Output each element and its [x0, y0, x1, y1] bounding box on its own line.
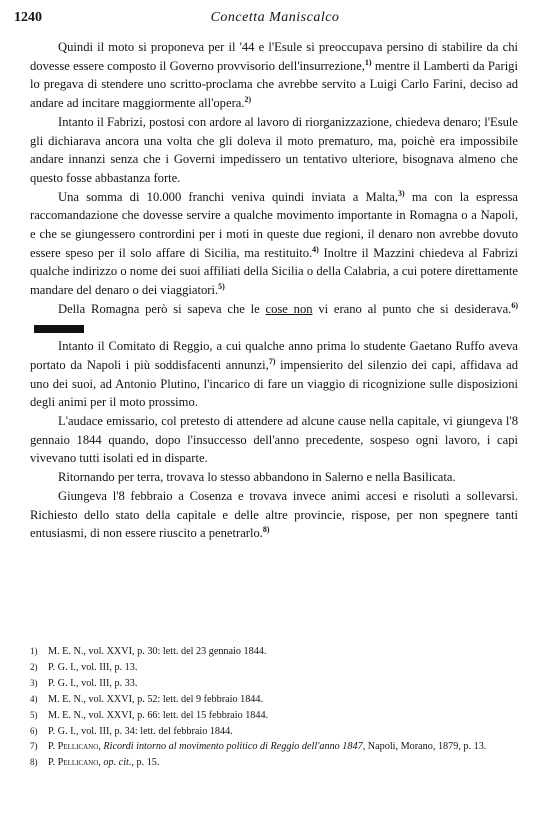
underlined-text: cose non	[265, 301, 313, 316]
text-run: Ritornando per terra, trovava lo stesso abbandono in Salerno e nella Basilicata.	[58, 470, 456, 485]
text-run: M. E. N., vol. XXVI, p. 30: lett. del 23 gennaio 1844.	[48, 646, 267, 657]
body-text	[30, 38, 518, 543]
text-run: vi erano al punto che si desiderava.	[312, 301, 512, 316]
paragraph	[30, 113, 518, 188]
footnote	[30, 692, 518, 708]
text-run: P. G. I., vol. III, p. 33.	[48, 677, 138, 689]
text-run: Giungeva l'8 febbraio a Cosenza e trovava invece animi accesi e risoluti a sollevarsi. Richiesto dello stato della capitale e delle altre provincie, rispose, per non spegnere tanti entusiasmi, di non essere riuscito a penetrarlo.	[30, 488, 518, 541]
text-run: Della Romagna però si sapeva che le	[58, 301, 266, 316]
text-run: P. G. I., vol. III, p. 13.	[48, 661, 138, 673]
paragraph	[30, 337, 518, 412]
paragraph	[30, 468, 518, 487]
footnotes	[30, 644, 518, 771]
text-run: L'audace emissario, col pretesto di attendere ad alcune cause nella capitale, vi giungeva l'8 gennaio 1844 quando, dopo l'insuccesso dell'anno precedente, sospeso ogni lavoro, i capi vivevano tutti isolati ed in disparte.	[30, 414, 518, 466]
footnote-number: 4)	[30, 693, 38, 704]
footnote-number: 3)	[30, 677, 38, 688]
text-run: M. E. N., vol. XXVI, p. 52: lett. del 9 febbraio 1844.	[48, 693, 264, 705]
paragraph	[30, 412, 518, 468]
redaction-mark	[34, 325, 84, 333]
paragraph	[30, 38, 518, 113]
footnote-number: 1)	[30, 646, 38, 656]
text-run: Una somma di 10.000 franchi veniva quindi inviata a Malta,	[58, 189, 399, 204]
footnote	[30, 644, 518, 660]
footnote-reference: 1)	[364, 57, 372, 67]
footnote-reference: 2)	[244, 94, 252, 104]
text-run: mentre il Lamberti da Parigi lo pregava di stendere uno scritto-proclama che avrebbe servito a Luigi Carlo Farini, deciso ad andare ad incitare maggiormente all'opera.	[30, 58, 518, 111]
text-run: ma con la espressa raccomandazione che dovesse servire a qualche movimento importante in Romagna o a Napoli, e che se giungessero contrordini per i moti in queste due regioni, il denaro non avrebbe dovuto essere speso per il solo affare di Sicilia, ma restituito.	[30, 189, 518, 260]
page-number: 1240	[14, 10, 42, 25]
text-run: , Napoli, Morano, 1879, p. 13.	[362, 741, 487, 753]
italic-title: Ricordi intorno al movimento politico di Reggio dell'anno 1847	[103, 741, 363, 753]
text-run: P. G. I., vol. III, p. 34: lett. del febbraio 1844.	[48, 725, 233, 737]
text-run: M. E. N., vol. XXVI, p. 66: lett. del 15 febbraio 1844.	[48, 709, 269, 721]
footnote	[30, 739, 518, 755]
paragraph	[30, 300, 518, 337]
footnote-reference: 5)	[218, 281, 225, 291]
text-run: ,	[98, 741, 104, 753]
footnote-reference: 4)	[312, 244, 319, 254]
footnote-number: 5)	[30, 709, 38, 720]
footnote-reference: 6)	[511, 300, 519, 310]
italic-title: op. cit.	[103, 757, 132, 769]
footnote-number: 7)	[30, 741, 38, 752]
footnote-number: 2)	[30, 661, 38, 672]
footnote-reference: 7)	[268, 356, 276, 366]
running-title: Concetta Maniscalco	[210, 10, 340, 25]
text-run: impensierito del silenzio dei capi, affidava ad uno dei suoi, ad Antonio Plutino, l'incarico di fare un viaggio di ricognizione sulle disposizioni degli animi per il moto prossimo.	[30, 357, 518, 410]
footnote	[30, 755, 518, 771]
footnote-number: 8)	[30, 757, 38, 768]
paragraph	[30, 188, 518, 300]
text-run: , p. 15.	[131, 757, 160, 769]
text-run: Intanto il Fabrizi, postosi con ardore al lavoro di riorganizzazione, chiedeva denaro; l'Esule gli dichiarava ancora una volta che gli doleva il moto prematuro, ma, poichè era impossibile andare innanzi senza che i Governi impedissero un tentativo ulteriore, bisognava almeno che questo fosse abbastanza forte.	[30, 114, 518, 185]
footnote	[30, 676, 518, 692]
footnote-reference: 8)	[262, 525, 270, 535]
footnote	[30, 724, 518, 740]
footnote-number: 6)	[30, 725, 38, 736]
page-header	[14, 10, 536, 34]
footnote-reference: 3)	[398, 188, 405, 198]
text-run: Intanto il Comitato di Reggio, a cui qualche anno prima lo studente Gaetano Ruffo aveva portato da Napoli i più soddisfacenti annunzi,	[30, 339, 518, 372]
text-run: Quindi il moto si proponeva per il '44 e l'Esule si preoccupava persino di stabilire da chi dovesse essere composto il Governo provvisorio dell'insurrezione,	[30, 40, 518, 73]
text-run: ,	[98, 757, 104, 769]
footnote	[30, 660, 518, 676]
author-name: P. Pellicano	[48, 741, 99, 753]
author-name: P. Pellicano	[48, 757, 99, 769]
footnote	[30, 708, 518, 724]
paragraph	[30, 487, 518, 543]
text-run: Inoltre il Mazzini chiedeva al Fabrizi qualche indirizzo o nome dei suoi affiliati della Sicilia o della Calabria, a cui potere direttamente mandare del denaro o dei viaggiatori.	[30, 245, 518, 298]
